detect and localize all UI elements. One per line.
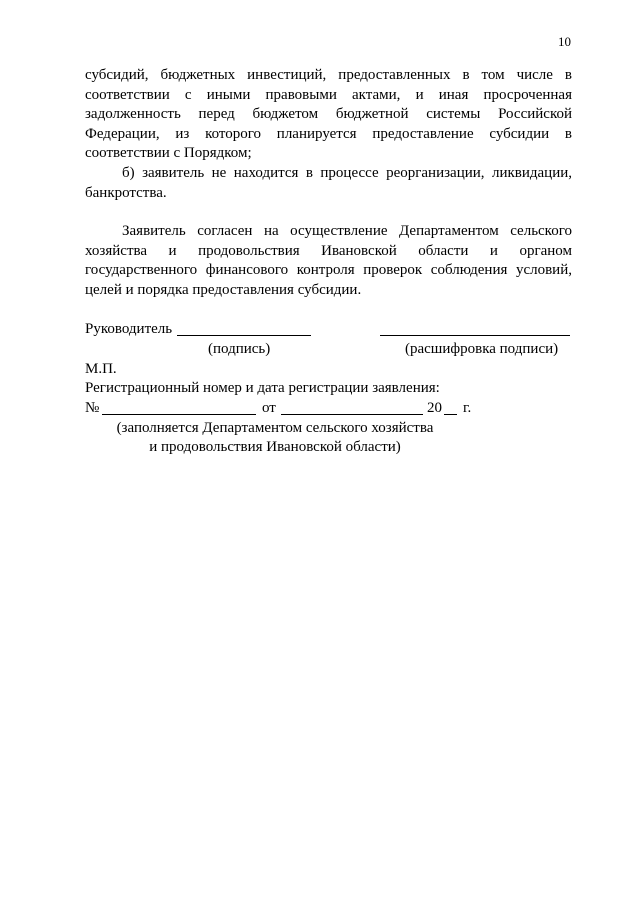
- from-label: от: [262, 399, 276, 416]
- page-number: 10: [558, 34, 571, 49]
- seal-label: М.П.: [85, 360, 117, 377]
- registration-title: Регистрационный номер и дата регистрации заявления:: [85, 380, 440, 397]
- spacer: [85, 203, 572, 222]
- registration-note-line-1: (заполняется Департаментом сельского хозяйства: [116, 419, 434, 436]
- paragraph-conditions-continuation: субсидий, бюджетных инвестиций, предоставленных в том числе в соответствии с иными правовыми актами, и иная просроченная задолженность перед бюджетом бюджетной системы Российской Федерации, из которого планируется предоставление субсидии в соответствии с Порядком;: [85, 67, 572, 162]
- paragraph-consent: Заявитель согласен на осуществление Департаментом сельского хозяйства и продовольствия Ивановской области и органом государственного финансового контроля проверок соблюдения условий, целей и порядка предоставления субсидии.: [85, 223, 572, 298]
- decryption-caption: (расшифровка подписи): [405, 340, 559, 357]
- registration-number-field-line[interactable]: [102, 400, 256, 415]
- registration-note-line-2: и продовольствия Ивановской области): [149, 439, 401, 456]
- spacer: [85, 301, 572, 320]
- registration-fields-row: [85, 399, 572, 419]
- signature-caption: (подпись): [208, 340, 271, 357]
- paragraph-no-reorganization: б) заявитель не находится в процессе реорганизации, ликвидации, банкротства.: [85, 164, 572, 201]
- year-prefix: 20: [427, 399, 442, 416]
- document-body: [85, 66, 572, 458]
- signature-field-line[interactable]: [177, 321, 311, 336]
- registration-date-field-line[interactable]: [281, 400, 423, 415]
- year-suffix: г.: [463, 399, 472, 416]
- signature-row: [85, 320, 572, 340]
- number-sign: №: [85, 399, 100, 416]
- head-label: Руководитель: [85, 320, 173, 337]
- name-decryption-field-line[interactable]: [380, 321, 570, 336]
- registration-year-field-line[interactable]: [444, 400, 457, 415]
- signature-captions-row: [85, 340, 572, 360]
